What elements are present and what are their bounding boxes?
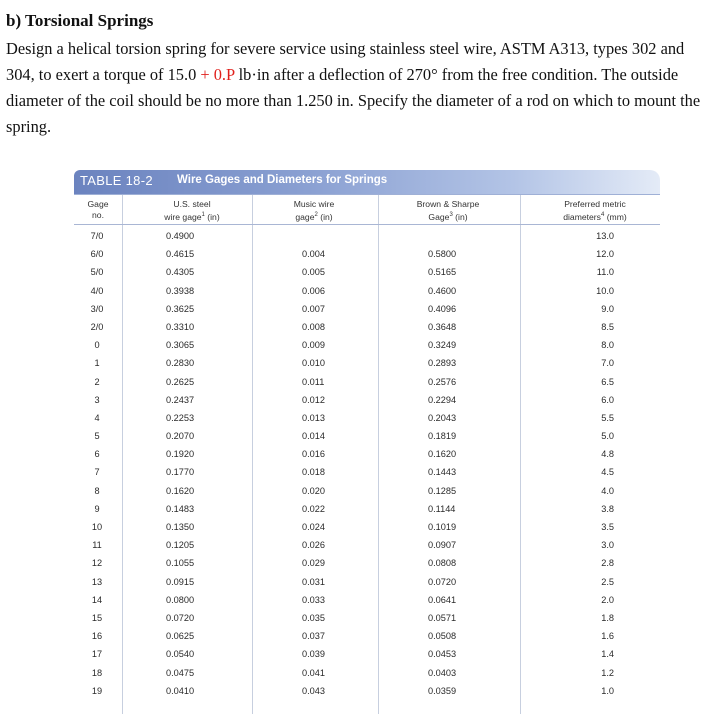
cell-metric: 8.5 [601,321,614,332]
header-us-footnote: 1 [201,212,205,218]
header-brown-sharpe [394,199,502,223]
cell-music-wire: 0.024 [302,522,325,532]
header-music-wire [274,199,354,223]
header-rule-bottom [74,224,660,225]
table-row [74,373,660,391]
cell-brown-sharpe: 0.3648 [428,321,457,332]
cell-brown-sharpe: 0.1019 [428,522,457,532]
cell-metric: 3.0 [601,540,614,551]
header-music-line1: Music wire [293,199,335,209]
cell-brown-sharpe: 0.5800 [428,249,457,260]
table-row [74,354,660,372]
cell-brown-sharpe: 0.0907 [428,540,457,551]
cell-music-wire: 0.031 [302,576,325,587]
table-row [74,482,660,500]
cell-metric: 3.5 [601,522,614,532]
cell-metric: 4.5 [601,467,614,478]
cell-metric: 6.5 [601,376,614,387]
cell-music-wire: 0.004 [302,249,325,260]
cell-gage: 3/0 [90,303,104,314]
table-row [74,536,660,554]
cell-music-wire: 0.035 [302,612,325,623]
cell-us-steel: 0.0410 [166,685,195,696]
cell-gage: 11 [92,540,102,551]
cell-gage: 7 [94,467,100,478]
problem-text [6,36,711,140]
cell-brown-sharpe: 0.0571 [428,612,457,623]
cell-gage: 6 [94,449,100,460]
cell-metric: 4.8 [601,449,614,460]
cell-music-wire: 0.043 [302,685,325,696]
cell-gage: 2/0 [90,321,104,332]
table-row [74,664,660,682]
table-row [74,645,660,663]
cell-metric: 5.5 [601,412,614,423]
header-us-line2 [144,210,240,223]
cell-metric: 1.2 [601,667,614,678]
header-us-text: wire gage [164,211,202,222]
cell-brown-sharpe: 0.0641 [428,594,457,605]
cell-metric: 5.0 [601,431,614,442]
cell-gage: 10 [91,522,103,532]
wire-gage-table [74,170,660,714]
cell-us-steel: 0.2253 [166,412,195,423]
header-brown-text: Gage [428,211,450,222]
cell-brown-sharpe: 0.1620 [428,449,457,460]
cell-metric: 2.8 [601,558,614,569]
cell-gage: 7/0 [90,231,104,241]
cell-music-wire: 0.016 [302,449,325,460]
cell-gage: 17 [91,649,103,660]
cell-brown-sharpe: 0.0508 [428,631,457,642]
section-heading: b) Torsional Springs [6,11,154,30]
table-row [74,463,660,481]
cell-brown-sharpe: 0.1285 [428,485,457,496]
cell-music-wire: 0.011 [302,376,325,387]
cell-metric: 4.0 [601,485,614,496]
cell-brown-sharpe: 0.0808 [428,558,457,569]
cell-brown-sharpe: 0.2893 [428,358,457,369]
cell-metric: 8.0 [601,340,614,351]
table-row [74,227,660,245]
cell-music-wire: 0.037 [302,631,325,642]
table-title: Wire Gages and Diameters for Springs [177,174,388,186]
table-row [74,627,660,645]
cell-music-wire: 0.039 [302,649,325,660]
header-us-line1: U.S. steel [173,199,211,209]
cell-metric: 9.0 [601,303,614,314]
cell-music-wire: 0.012 [302,394,325,405]
header-gage-line2: no. [92,210,104,220]
cell-metric: 1.0 [601,685,614,696]
table-row [74,573,660,591]
cell-music-wire: 0.009 [302,340,325,351]
table-row [74,518,660,536]
table-row [74,409,660,427]
header-metric-line2 [534,210,656,223]
cell-brown-sharpe: 0.2294 [428,394,457,405]
header-music-text: gage [295,211,315,222]
cell-brown-sharpe: 0.2043 [428,412,457,423]
cell-gage: 19 [91,685,103,696]
cell-music-wire: 0.033 [302,594,325,605]
table-row [74,609,660,627]
header-metric-line1: Preferred metric [564,199,626,209]
cell-music-wire: 0.010 [302,358,325,369]
table-row [74,300,660,318]
header-metric-text: diameters [563,211,601,222]
table-row [74,445,660,463]
table-row [74,263,660,281]
cell-us-steel: 0.1483 [166,503,195,514]
cell-us-steel: 0.0625 [166,631,195,642]
cell-brown-sharpe: 0.0453 [428,649,457,660]
cell-gage: 5 [94,431,100,442]
cell-us-steel: 0.1350 [166,522,195,532]
cell-gage: 16 [91,631,103,642]
cell-metric: 13.0 [596,231,614,241]
cell-us-steel: 0.2830 [166,358,195,369]
cell-brown-sharpe: 0.4096 [428,303,457,314]
problem-text-before: Design a helical torsion spring for severe service using stainless steel wire, ASTM A313, types 302 and 304, to exert a torque of 15.0 [6,39,685,84]
cell-gage: 4/0 [90,285,104,296]
cell-music-wire: 0.026 [302,540,325,551]
cell-us-steel: 0.0540 [166,649,195,660]
cell-us-steel: 0.2070 [166,431,195,442]
cell-gage: 5/0 [90,267,104,278]
cell-metric: 2.0 [601,594,614,605]
cell-gage: 14 [91,594,103,605]
table-row [74,591,660,609]
cell-metric: 1.6 [601,631,614,642]
header-gage-line1: Gage [87,199,109,209]
cell-metric: 3.8 [601,503,614,514]
table-row [74,318,660,336]
header-brown-line1: Brown & Sharpe [416,199,480,209]
cell-us-steel: 0.1620 [166,485,195,496]
table-number: TABLE 18-2 [80,173,153,188]
table-row [74,427,660,445]
cell-music-wire: 0.007 [302,303,325,314]
cell-us-steel: 0.1055 [166,558,195,569]
header-rule-top [74,194,660,195]
cell-music-wire: 0.006 [302,285,325,296]
cell-music-wire: 0.020 [302,485,325,496]
cell-us-steel: 0.0475 [166,667,195,678]
cell-metric: 2.5 [601,576,614,587]
header-brown-footnote: 3 [449,212,453,218]
cell-us-steel: 0.3938 [166,285,195,296]
header-metric-footnote: 4 [600,212,605,218]
cell-gage: 3 [94,394,100,405]
cell-brown-sharpe: 0.2576 [428,376,457,387]
header-music-footnote: 2 [314,212,318,218]
table-body [74,227,660,700]
table-row [74,282,660,300]
header-gage [78,199,118,221]
cell-metric: 1.8 [601,612,614,623]
cell-gage: 9 [94,503,100,514]
cell-gage: 4 [94,412,100,423]
cell-us-steel: 0.0720 [166,612,195,623]
cell-brown-sharpe: 0.0720 [428,576,457,587]
cell-music-wire: 0.018 [302,467,325,478]
cell-gage: 8 [94,485,100,496]
cell-brown-sharpe: 0.1443 [428,467,457,478]
cell-music-wire: 0.022 [302,503,325,514]
cell-us-steel: 0.1205 [166,540,195,551]
cell-music-wire: 0.041 [302,667,325,678]
cell-us-steel: 0.1920 [166,449,195,460]
cell-music-wire: 0.014 [302,431,325,442]
table-row [74,554,660,572]
cell-brown-sharpe: 0.1144 [428,503,456,514]
cell-brown-sharpe: 0.0359 [428,685,457,696]
header-brown-unit: (in) [452,211,468,222]
cell-us-steel: 0.1770 [166,467,195,478]
cell-gage: 15 [91,612,103,623]
cell-brown-sharpe: 0.5165 [428,267,457,278]
cell-gage: 1 [94,358,100,369]
cell-brown-sharpe: 0.0403 [428,667,457,678]
cell-us-steel: 0.3065 [166,340,195,351]
table-row [74,245,660,263]
header-metric-unit: (mm) [604,211,627,222]
cell-music-wire: 0.013 [302,412,325,423]
cell-us-steel: 0.0915 [166,576,195,587]
cell-us-steel: 0.2625 [166,376,195,387]
table-row [74,336,660,354]
cell-brown-sharpe: 0.4600 [428,285,457,296]
header-us-unit: (in) [204,211,220,222]
cell-us-steel: 0.3625 [166,303,195,314]
cell-metric: 6.0 [601,394,614,405]
cell-metric: 11.0 [596,267,614,278]
table-banner [74,170,660,194]
cell-us-steel: 0.4305 [166,267,195,278]
cell-gage: 0 [94,340,100,351]
cell-metric: 10.0 [596,285,614,296]
table-row [74,500,660,518]
cell-us-steel: 0.4615 [166,249,195,260]
cell-gage: 6/0 [90,249,104,260]
cell-gage: 12 [91,558,103,569]
problem-highlight: + 0.P [200,65,235,84]
cell-metric: 12.0 [596,249,614,260]
cell-music-wire: 0.008 [302,321,325,332]
cell-music-wire: 0.005 [302,267,325,278]
header-us-steel [144,199,240,223]
cell-music-wire: 0.029 [302,558,325,569]
cell-brown-sharpe: 0.1819 [428,431,457,442]
cell-metric: 7.0 [601,358,614,369]
cell-us-steel: 0.2437 [166,394,195,405]
cell-us-steel: 0.4900 [166,231,195,241]
cell-gage: 18 [91,667,103,678]
cell-us-steel: 0.0800 [166,594,195,605]
header-brown-line2 [394,210,502,223]
cell-brown-sharpe: 0.3249 [428,340,457,351]
table-row [74,391,660,409]
header-metric [534,199,656,223]
cell-gage: 13 [91,576,103,587]
problem-statement [6,10,711,140]
cell-us-steel: 0.3310 [166,321,195,332]
header-music-unit: (in) [317,211,333,222]
header-music-line2 [274,210,354,223]
cell-metric: 1.4 [601,649,614,660]
problem-text-after: lb·in after a deflection of 270° from the free condition. The outside diameter of the coil should be no more than 1.250 in. Specify the diameter of a rod on which to mount the spring. [6,65,701,136]
table-row [74,682,660,700]
cell-gage: 2 [94,376,100,387]
